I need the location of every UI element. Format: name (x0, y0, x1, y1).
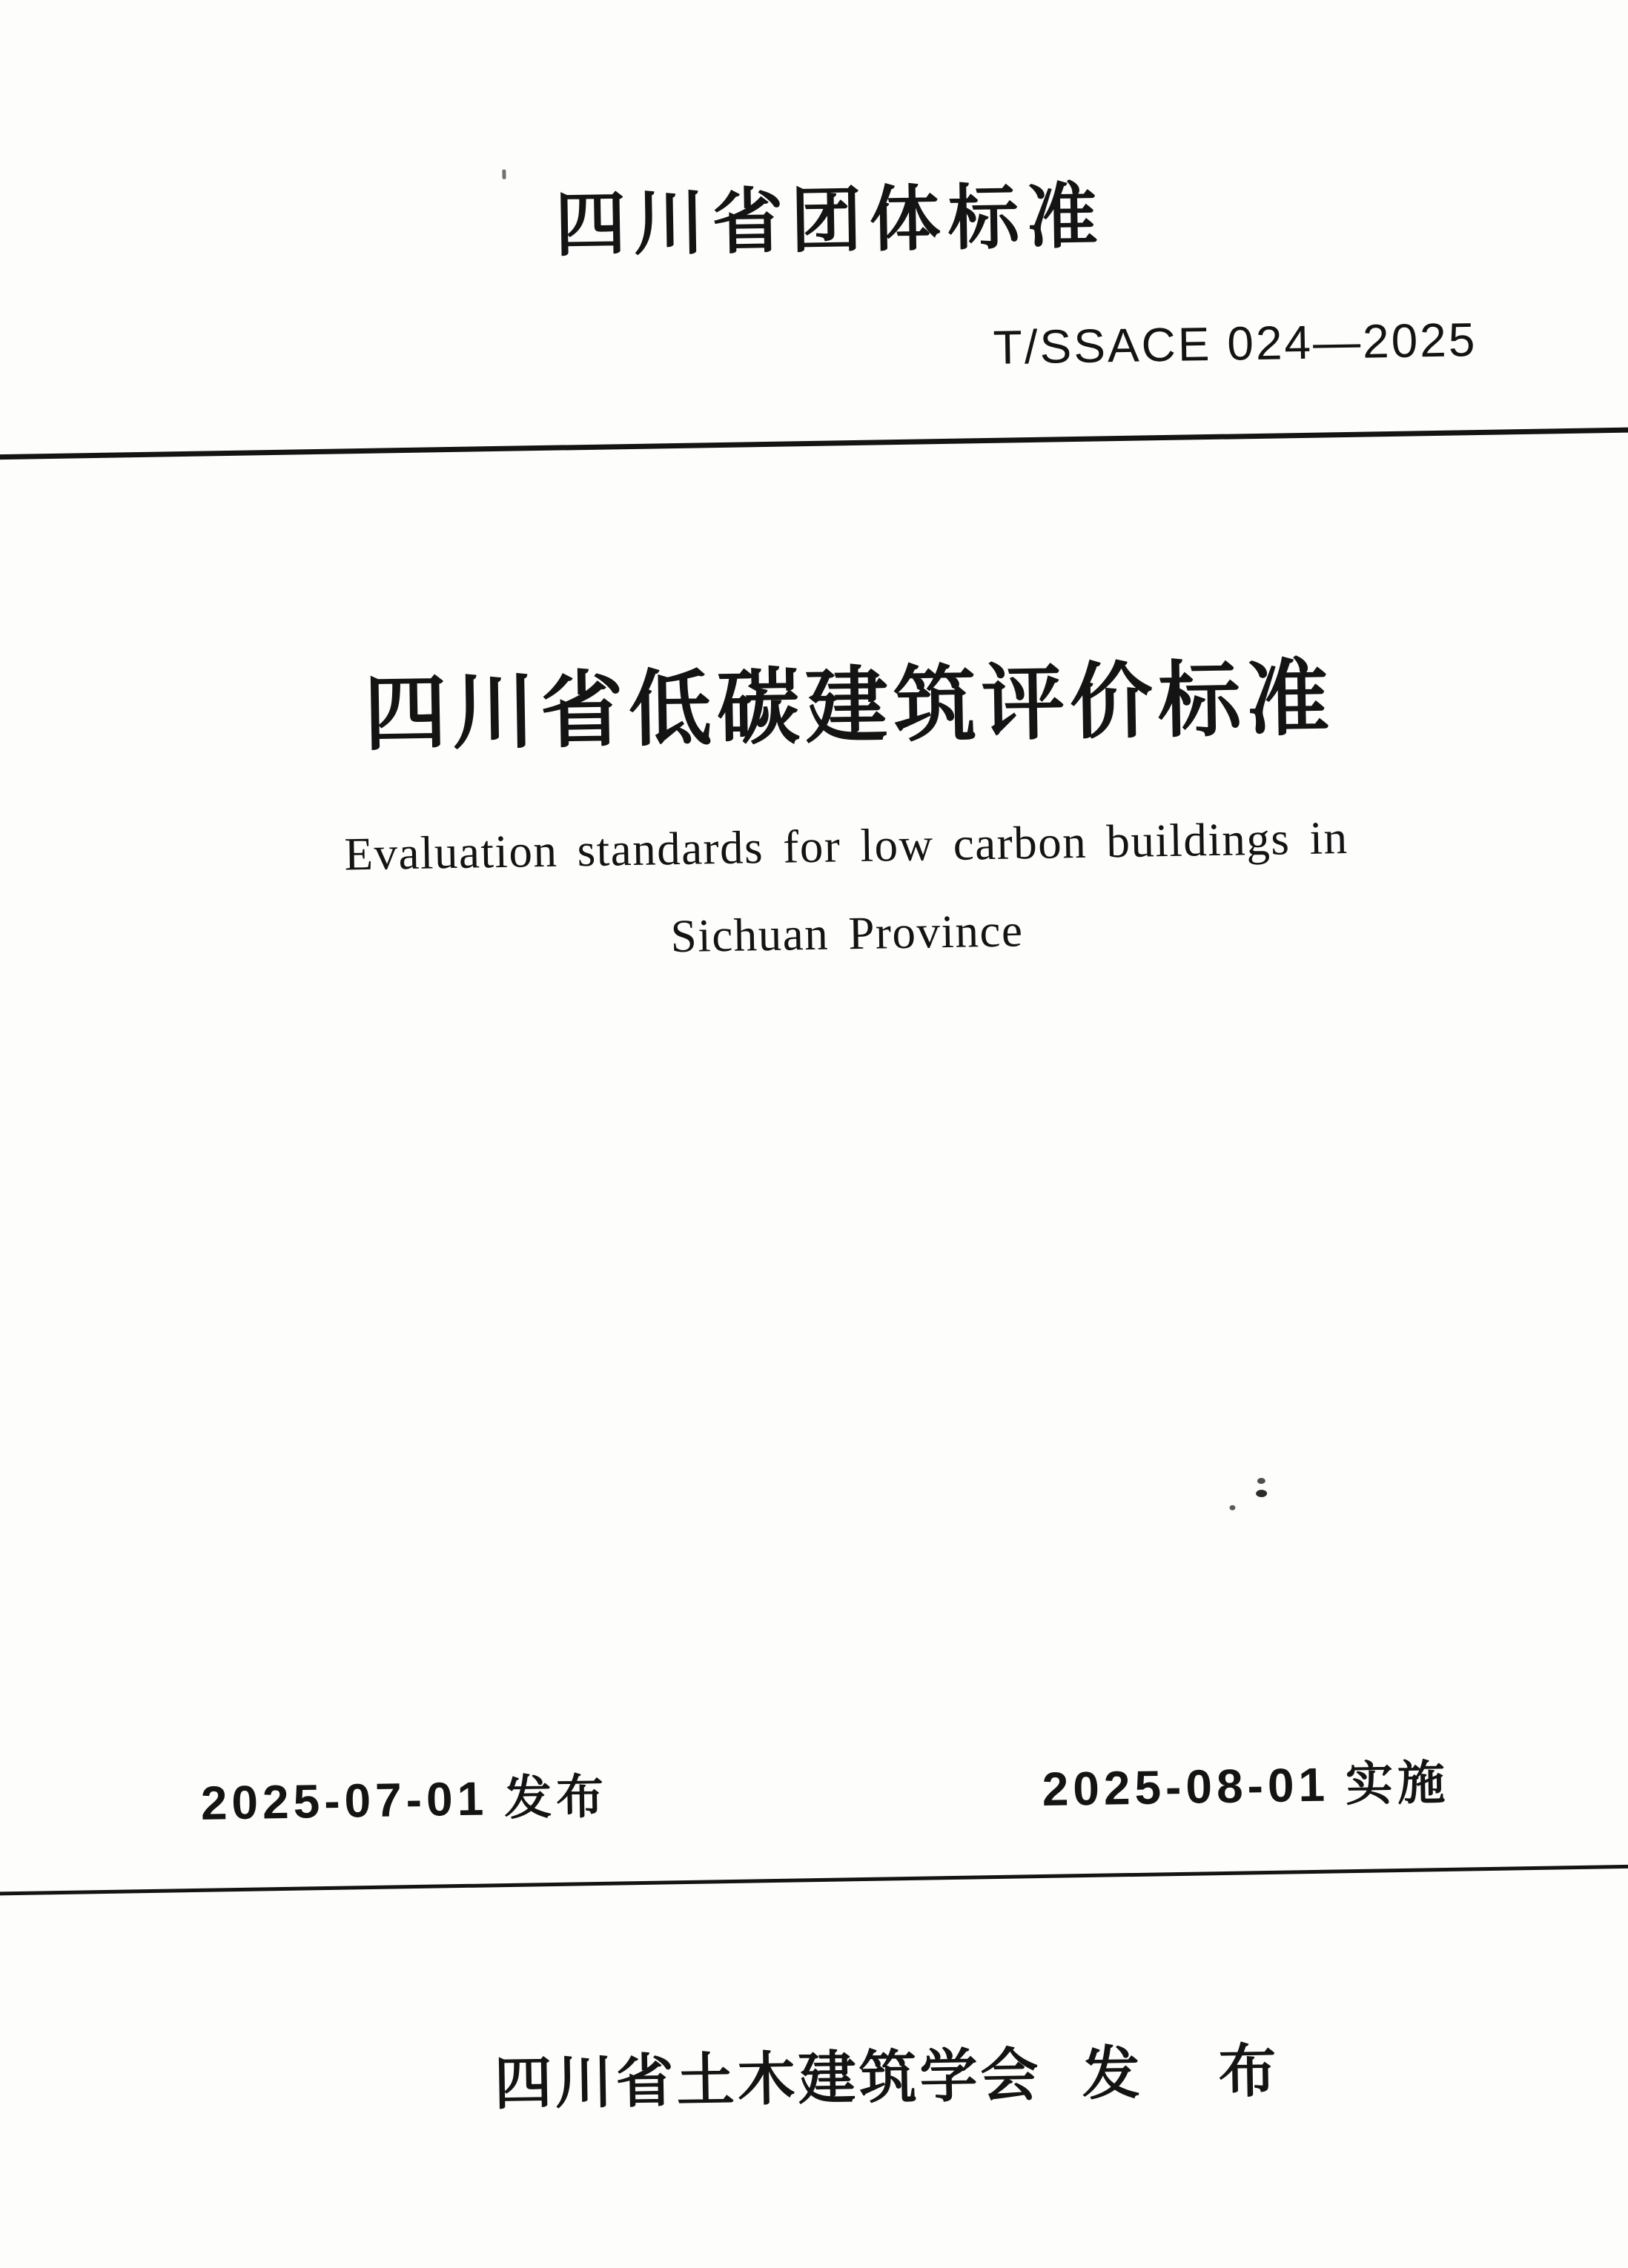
publisher-name: 四川省土木建筑学会 (493, 2042, 1042, 2117)
standard-number: T/SSACE 024—2025 (993, 313, 1478, 374)
issue-date-line (200, 1759, 609, 1834)
scan-speck (502, 170, 506, 179)
scan-speck (1229, 1505, 1235, 1511)
standard-org-label: 四川省团体标准 (554, 176, 1106, 265)
title-chinese: 四川省低碳建筑评价标准 (363, 651, 1335, 760)
implement-date-line (1042, 1745, 1450, 1820)
scan-speck (1257, 1478, 1265, 1484)
scan-speck (1256, 1490, 1267, 1497)
implement-date-label: 实施 (1345, 1755, 1450, 1811)
top-divider (0, 427, 1628, 461)
implement-date: 2025-08-01 (1042, 1757, 1330, 1817)
publish-action-label: 发 布 (1081, 2037, 1288, 2107)
title-english-line1: Evaluation standards for low carbon buildings in (343, 812, 1349, 881)
issue-date: 2025-07-01 (200, 1771, 489, 1830)
title-english-line2: Sichuan Province (670, 904, 1024, 963)
issue-date-label: 发布 (503, 1769, 609, 1826)
bottom-divider (0, 1863, 1628, 1896)
publisher-line (76, 2017, 1628, 2127)
